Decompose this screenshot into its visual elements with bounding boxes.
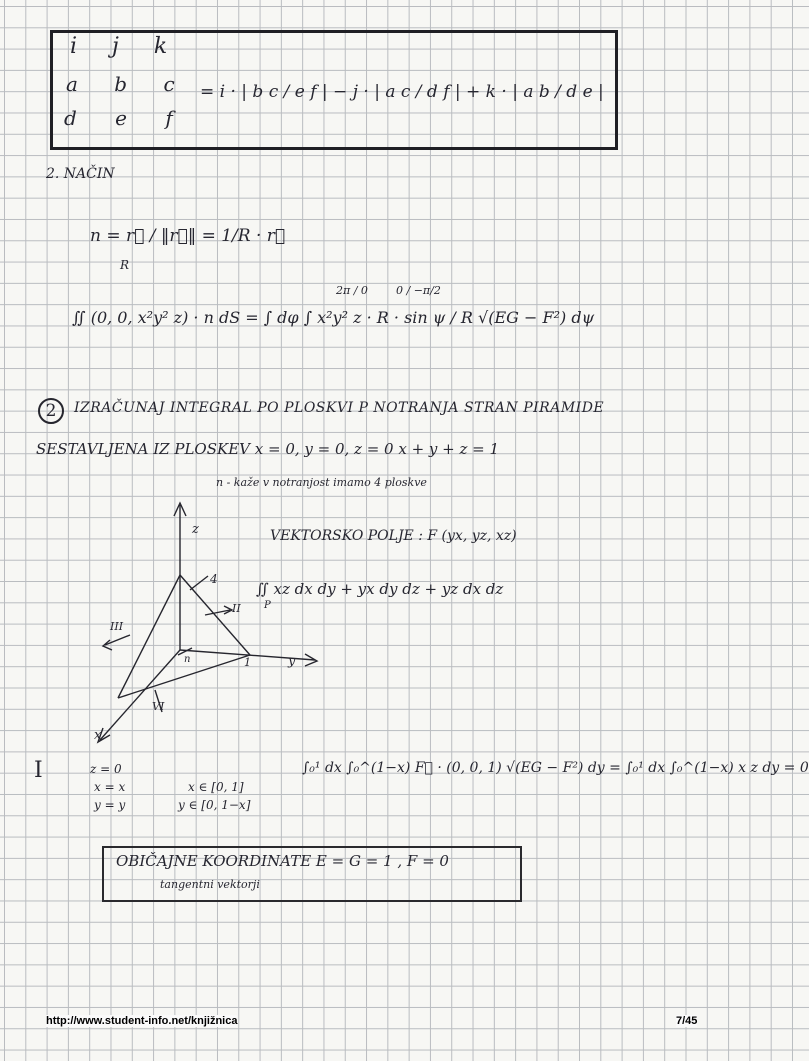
part-roman-numeral: I bbox=[34, 758, 43, 783]
diagram-label-1: 1 bbox=[244, 656, 251, 669]
footer-url[interactable]: http://www.student-info.net/knjižnica bbox=[46, 1015, 238, 1027]
norm-annotation: R bbox=[120, 258, 130, 272]
problem-number: 2 bbox=[38, 398, 64, 424]
coordinate-box-subtitle: tangentni vektorji bbox=[160, 878, 260, 891]
axis-z-label: z bbox=[192, 522, 199, 537]
problem-line-1: IZRAČUNAJ INTEGRAL PO PLOSKVI P NOTRANJA STRAN PIRAMIDE bbox=[74, 400, 605, 416]
part-z-equation: z = 0 bbox=[90, 762, 122, 776]
surface-integral-sphere: ∬ (0, 0, x²y² z) · n dS = ∫ dφ ∫ x²y² z · R · sin ψ / R √(EG − F²) dψ bbox=[72, 308, 595, 327]
diagram-label-VI: VI bbox=[152, 700, 165, 713]
coordinate-box-title: OBIČAJNE KOORDINATE E = G = 1 , F = 0 bbox=[116, 852, 449, 870]
determinant-row-3: d e f bbox=[64, 106, 173, 130]
determinant-expansion: = i · | b c / e f | − j · | a c / d f | + k · | a b / d e | bbox=[200, 82, 604, 102]
axis-y-label: y bbox=[288, 654, 296, 669]
vector-field: VEKTORSKO POLJE : F (yx, yz, xz) bbox=[270, 528, 517, 544]
part-y-range: y ∈ [0, 1−x] bbox=[178, 798, 251, 812]
inner-bounds: 0 / −π/2 bbox=[396, 284, 441, 297]
determinant-row-2: a b c bbox=[66, 72, 175, 96]
normal-formula: n = r⃗ / ‖r⃗‖ = 1/R · r⃗ bbox=[90, 226, 286, 246]
part-x-equation: x = x bbox=[94, 780, 126, 794]
part-computation: ∫₀¹ dx ∫₀^(1−x) F⃗ · (0, 0, 1) √(EG − F²) dy = ∫₀¹ dx ∫₀^(1−x) x z dy = 0 bbox=[302, 760, 809, 776]
determinant-row-1: i j k bbox=[70, 34, 168, 59]
diagram-label-4: 4 bbox=[210, 572, 218, 586]
footer-page-number: 7/45 bbox=[676, 1015, 698, 1027]
diagram-label-n: n bbox=[184, 654, 191, 665]
part-x-range: x ∈ [0, 1] bbox=[188, 780, 244, 794]
outer-bounds: 2π / 0 bbox=[336, 284, 368, 297]
diagram-label-III: III bbox=[110, 620, 124, 633]
flux-integral: ∬ xz dx dy + yx dy dz + yz dx dz bbox=[256, 580, 504, 598]
flux-integral-sub: P bbox=[264, 600, 271, 611]
problem-line-2: SESTAVLJENA IZ PLOSKEV x = 0, y = 0, z = 0 x + y + z = 1 bbox=[36, 440, 500, 458]
part-y-equation: y = y bbox=[94, 798, 126, 812]
problem-note: n - kaže v notranjost imamo 4 ploskve bbox=[216, 476, 427, 489]
method-heading: 2. NAČIN bbox=[46, 166, 115, 182]
axis-x-label: x bbox=[94, 728, 102, 743]
diagram-label-II: II bbox=[232, 602, 241, 615]
